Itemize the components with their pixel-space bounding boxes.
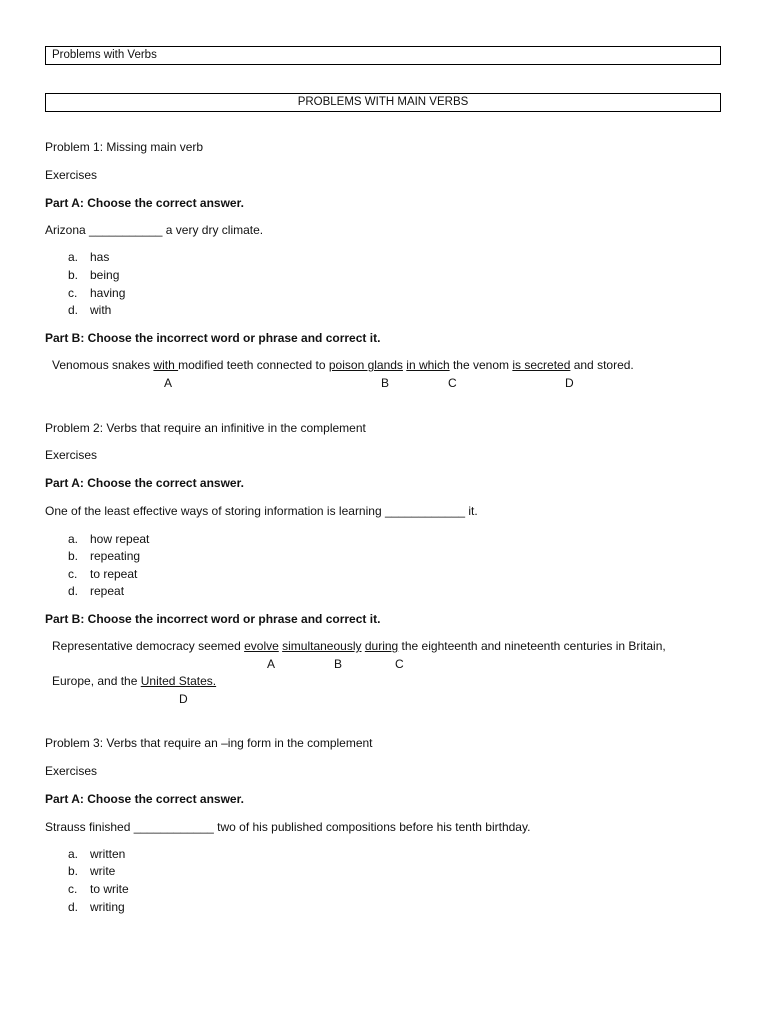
problem1-exercises-label: Exercises — [45, 168, 98, 182]
option-letter: d. — [68, 584, 79, 598]
problem3-heading: Problem 3: Verbs that require an –ing form in the complement — [45, 736, 373, 750]
sentence-text: modified teeth connected to — [178, 358, 329, 372]
sentence-text: Europe, and the — [52, 674, 141, 688]
problem1-heading: Problem 1: Missing main verb — [45, 140, 204, 154]
problem3-option-c — [68, 882, 129, 896]
option-text: has — [90, 250, 110, 264]
problem2-option-c — [68, 567, 137, 581]
option-text: being — [90, 268, 120, 282]
problem1-option-b — [68, 268, 119, 282]
problem3-part-a-heading: Part A: Choose the correct answer. — [45, 792, 244, 806]
option-text: written — [90, 847, 126, 861]
problem1-option-d — [68, 303, 111, 317]
problem1-option-c — [68, 286, 125, 300]
problem1-option-a — [68, 250, 109, 264]
problem2-label-d: D — [179, 692, 188, 706]
problem1-label-b: B — [381, 376, 390, 390]
problem1-label-a: A — [164, 376, 173, 390]
problem2-option-a — [68, 532, 149, 546]
problem2-part-b-heading: Part B: Choose the incorrect word or phrase and correct it. — [45, 612, 381, 626]
problem1-error-sentence — [52, 358, 634, 372]
option-letter: c. — [68, 882, 78, 896]
problem3-option-d — [68, 900, 125, 914]
underlined-option-c: in which — [406, 358, 450, 372]
underlined-option-c: during — [364, 639, 399, 653]
section-title-box — [45, 93, 721, 112]
problem1-label-d: D — [565, 376, 574, 390]
problem1-part-b-heading: Part B: Choose the incorrect word or phrase and correct it. — [45, 331, 381, 345]
document-title-box — [45, 46, 721, 65]
problem1-label-c: C — [448, 376, 457, 390]
option-letter: b. — [68, 268, 79, 282]
problem3-exercises-label: Exercises — [45, 764, 98, 778]
problem2-label-a: A — [267, 657, 276, 671]
document-title: Problems with Verbs — [52, 49, 157, 61]
option-text: how repeat — [90, 532, 150, 546]
problem1-part-a-heading: Part A: Choose the correct answer. — [45, 196, 244, 210]
problem2-label-b: B — [334, 657, 343, 671]
problem2-label-c: C — [395, 657, 404, 671]
problem2-option-b — [68, 549, 140, 563]
sentence-text: Representative democracy seemed — [52, 639, 245, 653]
problem2-heading: Problem 2: Verbs that require an infinitive in the complement — [45, 421, 366, 435]
problem3-option-b — [68, 864, 115, 878]
underlined-option-d: is secreted — [512, 358, 571, 372]
sentence-text: and stored. — [570, 358, 634, 372]
sentence-text: Venomous snakes — [52, 358, 154, 372]
sentence-text: the venom — [449, 358, 513, 372]
problem2-error-sentence-line2 — [52, 674, 216, 688]
underlined-option-b: simultaneously — [282, 639, 362, 653]
underlined-option-b: poison glands — [328, 358, 403, 372]
option-text: writing — [90, 900, 125, 914]
option-letter: b. — [68, 549, 79, 563]
option-letter: a. — [68, 847, 79, 861]
option-letter: a. — [68, 532, 79, 546]
option-letter: a. — [68, 250, 79, 264]
option-letter: c. — [68, 567, 78, 581]
option-letter: d. — [68, 303, 79, 317]
option-text: to write — [90, 882, 129, 896]
underlined-option-d: United States. — [140, 674, 217, 688]
option-text: having — [90, 286, 126, 300]
option-letter: c. — [68, 286, 78, 300]
option-text: repeating — [90, 549, 141, 563]
problem3-question: Strauss finished ____________ two of his published compositions before his tenth birthday. — [45, 820, 531, 834]
problem2-error-sentence-line1 — [52, 639, 666, 653]
problem2-option-d — [68, 584, 124, 598]
underlined-option-a: evolve — [244, 639, 279, 653]
section-title: PROBLEMS WITH MAIN VERBS — [297, 96, 469, 108]
option-text: repeat — [90, 584, 125, 598]
sentence-text: the eighteenth and nineteenth centuries in Britain, — [398, 639, 666, 653]
problem2-exercises-label: Exercises — [45, 448, 98, 462]
option-text: write — [90, 864, 116, 878]
underlined-option-a: with — [153, 358, 179, 372]
problem1-question: Arizona ___________ a very dry climate. — [45, 223, 264, 237]
option-text: to repeat — [90, 567, 138, 581]
option-text: with — [90, 303, 112, 317]
option-letter: b. — [68, 864, 79, 878]
option-letter: d. — [68, 900, 79, 914]
problem2-part-a-heading: Part A: Choose the correct answer. — [45, 476, 244, 490]
problem2-question: One of the least effective ways of storing information is learning ____________ it. — [45, 504, 478, 518]
problem3-option-a — [68, 847, 125, 861]
